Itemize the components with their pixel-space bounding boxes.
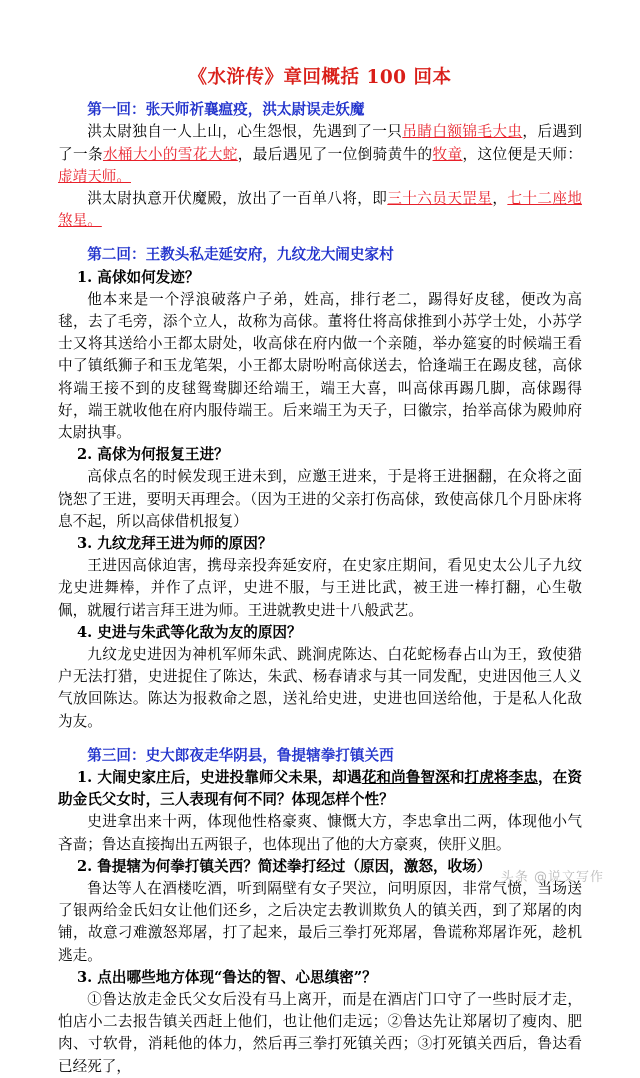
text-segment: ，最后遇见了一位倒骑黄牛的 bbox=[237, 145, 433, 163]
text-segment: 和 bbox=[449, 769, 465, 787]
question-2-2: 2. 高俅为何报复王进？ bbox=[76, 446, 229, 464]
answer-3-3: ①鲁达放走金氏父女后没有马上离开，而是在酒店门口守了一些时辰才走，怕店小二去报告镇关西赶上他们，也让他们走远；②鲁达先让郑屠切了瘦肉、肥肉、寸软骨，消耗他的体力，然后再三拳打死镇关西；③打死镇关西后，鲁达看已经死了， bbox=[58, 991, 582, 1075]
answer-3-2: 鲁达等人在酒楼吃酒，听到隔壁有女子哭泣，问明原因，非常气愤，当场送了银两给金氏妇女让他们还乡，之后决定去教训欺负人的镇关西，到了郑屠的肉铺，故意刁难激怒郑屠，打了起来，最后三拳打死郑屠，鲁谎称郑屠诈死，趁机逃走。 bbox=[58, 880, 582, 964]
highlight-xujing-master: 虚靖天师。 bbox=[58, 167, 131, 185]
paragraph-1-2 bbox=[58, 188, 582, 232]
highlight-snake: 水桶大小的雪花大蛇 bbox=[102, 145, 238, 163]
watermark: 头条 @说文写作 bbox=[500, 870, 604, 885]
question-3-2: 2. 鲁提辖为何拳打镇关西？简述拳打经过（原因，激怒，收场） bbox=[76, 857, 492, 875]
answer-2-4: 九纹龙史进因为神机军师朱武、跳涧虎陈达、白花蛇杨春占山为王，致使猎户无法打猎，史进捉住了陈达，朱武、杨春请求与其一同发配，史进因他三人义气放回陈达。陈达为报救命之恩，送礼给史进，史进也回送给他，于是私人化敌为友。 bbox=[58, 646, 582, 730]
text-segment: ，后遇到了一条 bbox=[58, 123, 582, 163]
text-segment: 1. 大闹史家庄后，史进投靠师父未果，却遇 bbox=[76, 769, 362, 787]
highlight-36-tiangang: 三十六员天罡星 bbox=[387, 189, 493, 207]
question-2-3: 3. 九纹龙拜王进为师的原因？ bbox=[76, 534, 273, 552]
document-body bbox=[0, 99, 640, 1078]
highlight-tiger: 吊睛白额锦毛大虫 bbox=[402, 123, 523, 141]
text-segment: ， bbox=[492, 189, 508, 207]
chapter-heading-2: 第二回：王教头私走延安府，九纹龙大闹史家村 bbox=[87, 246, 394, 264]
paragraph-1-1 bbox=[58, 121, 582, 188]
section-spacer bbox=[58, 232, 582, 243]
answer-2-1: 他本来是一个浮浪破落户子弟，姓高，排行老二，踢得好皮毬，便改为高毬，去了毛旁，添个立人，故称为高俅。董将仕将高俅推到小苏学士处，小苏学士又将其送给小王都太尉处，收高俅在府内做一个亲随，举办筵宴的时候端王看中了镇纸狮子和玉龙笔架，小王都太尉吩咐高俅送去，恰逢端王在踢皮毬，高俅将端王接不到的皮毬鸳鸯脚还给端王，端王大喜，叫高俅再踢几脚，高俅踢得好，端王就收他在府内服侍端王。后来端王为天子，曰徽宗，抬举高俅为殿帅府太尉执事。 bbox=[58, 290, 582, 441]
question-3-3: 3. 点出哪些地方体现“鲁达的智、心思缜密”？ bbox=[76, 968, 377, 986]
highlight-72-disha: 七十二座地煞星。 bbox=[58, 189, 582, 230]
text-segment: 洪太尉执意开伏魔殿，放出了一百单八将，即 bbox=[87, 189, 388, 207]
answer-2-3: 王进因高俅迫害，携母亲投奔延安府，在史家庄期间，看见史太公儿子九纹龙史进舞棒，并作了点评，史进不服，与王进比武，被王进一棒打翻，心生敬佩，就履行诺言拜王进为师。王进就教史进十八般武艺。 bbox=[58, 557, 582, 619]
text-segment: ，在资助金氏父女时，三人表现有何不同？体现怎样个性？ bbox=[58, 769, 582, 809]
section-spacer bbox=[58, 733, 582, 744]
highlight-shepherd-boy: 牧童 bbox=[432, 145, 463, 163]
question-2-1: 1. 高俅如何发迹？ bbox=[76, 268, 200, 286]
answer-2-2: 高俅点名的时候发现王进未到，应邀王进来，于是将王进捆翻，在众将之面饶恕了王进，要明天再理会。（因为王进的父亲打伤高俅，致使高俅几个月卧床将息不起，所以高俅借机报复） bbox=[58, 468, 582, 530]
text-segment: ，这位便是天师： bbox=[462, 145, 582, 163]
question-3-1 bbox=[58, 767, 582, 811]
answer-3-1: 史进拿出来十两，体现他性格豪爽、慷慨大方，李忠拿出二两，体现他小气吝啬；鲁达直接掏出五两银子，也体现出了他的大方豪爽，侠肝义胆。 bbox=[58, 813, 582, 853]
underline-lu-zhishen: 花和尚鲁智深 bbox=[361, 769, 450, 787]
text-segment: 洪太尉独自一人上山，心生怨恨，先遇到了一只 bbox=[87, 123, 403, 141]
page-title: 《水浒传》章回概括 100 回本 bbox=[188, 67, 452, 88]
question-2-4: 4. 史进与朱武等化敌为友的原因？ bbox=[76, 623, 302, 641]
chapter-heading-3: 第三回：史大郎夜走华阴县，鲁提辖拳打镇关西 bbox=[87, 746, 394, 764]
underline-li-zhong: 打虎将李忠 bbox=[464, 769, 538, 787]
chapter-heading-1: 第一回：张天师祈襄瘟疫，洪太尉误走妖魔 bbox=[87, 101, 365, 119]
